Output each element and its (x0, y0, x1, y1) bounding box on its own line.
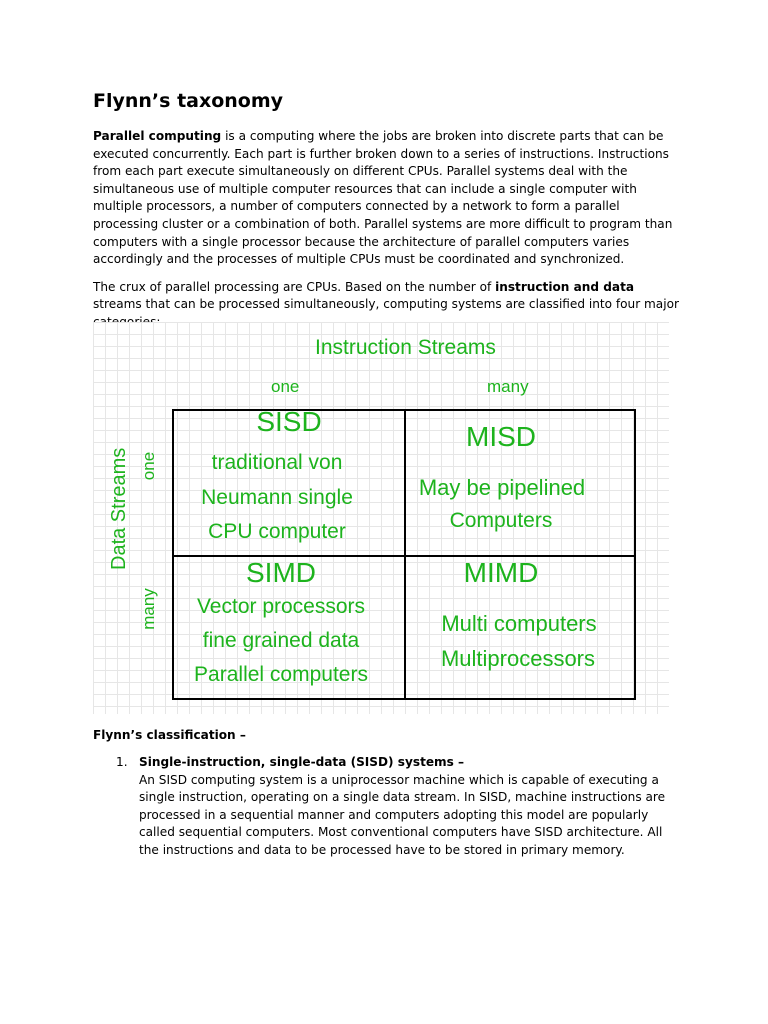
data-many-label: many (139, 588, 158, 630)
mimd-name: MIMD (463, 557, 539, 588)
list-item (116, 754, 676, 860)
document-body (93, 88, 681, 342)
sisd-line-2: Neumann single (201, 486, 353, 509)
data-streams-label: Data Streams (108, 447, 130, 570)
crux-text-before: The crux of parallel processing are CPUs. Based on the number of (93, 279, 496, 294)
instruction-many-label: many (487, 377, 529, 396)
crux-bold: instruction and data (495, 279, 635, 294)
simd-line-3: Parallel computers (194, 663, 368, 686)
intro-paragraph (93, 128, 681, 269)
sisd-line-3: CPU computer (208, 520, 346, 543)
flynn-taxonomy-diagram (93, 322, 669, 714)
intro-bold-lead: Parallel computing (93, 129, 222, 143)
mimd-line-2: Multiprocessors (440, 646, 596, 671)
simd-line-2: fine grained data (202, 629, 360, 652)
classification-list (116, 754, 676, 860)
page-title: Flynn’s taxonomy (93, 90, 284, 112)
misd-line-1: May be pipelined (418, 475, 586, 500)
misd-line-2: Computers (449, 509, 553, 532)
sisd-line-1: traditional von (211, 451, 343, 474)
list-item-number: 1. (116, 755, 128, 769)
list-item-body: An SISD computing system is a uniprocessor machine which is capable of executing a single instruction, operating on a single data stream. In SISD, machine instructions are processed in a sequential manner and computers adopting this model are popularly called sequential computers. Most conventional computers have SISD architecture. All the instructions and data to be processed have to be stored in primary memory. (139, 772, 666, 857)
mimd-line-1: Multi computers (441, 611, 597, 636)
simd-line-1: Vector processors (196, 595, 366, 618)
sisd-name: SISD (256, 406, 322, 437)
instruction-one-label: one (271, 377, 300, 396)
crux-text-after: streams that can be processed simultaneously, computing systems are classified into four major (93, 297, 679, 312)
instruction-streams-label: Instruction Streams (315, 336, 496, 359)
simd-name: SIMD (246, 557, 316, 588)
misd-name: MISD (466, 421, 536, 452)
taxonomy-grid (172, 406, 636, 700)
intro-text: is a computing where the jobs are broken into discrete parts that can be executed concurrently. Each part is further broken down to a series of instructions. Instructions from each part execute simultaneously on different CPUs. Parallel systems deal with the simultaneous use of multiple computer resources that can include a single computer with multiple processors, a number of computers connected by a network to form a parallel processing cluster or a combination of both. Parallel systems are more difficult to program than computers with a single processor because the architecture of parallel computers varies accordingly and the processes of multiple CPUs must be coordinated and synchronized. (93, 129, 673, 267)
list-item-title: Single-instruction, single-data (SISD) systems – (139, 755, 465, 769)
data-one-label: one (139, 451, 158, 481)
classification-heading: Flynn’s classification – (93, 728, 246, 742)
